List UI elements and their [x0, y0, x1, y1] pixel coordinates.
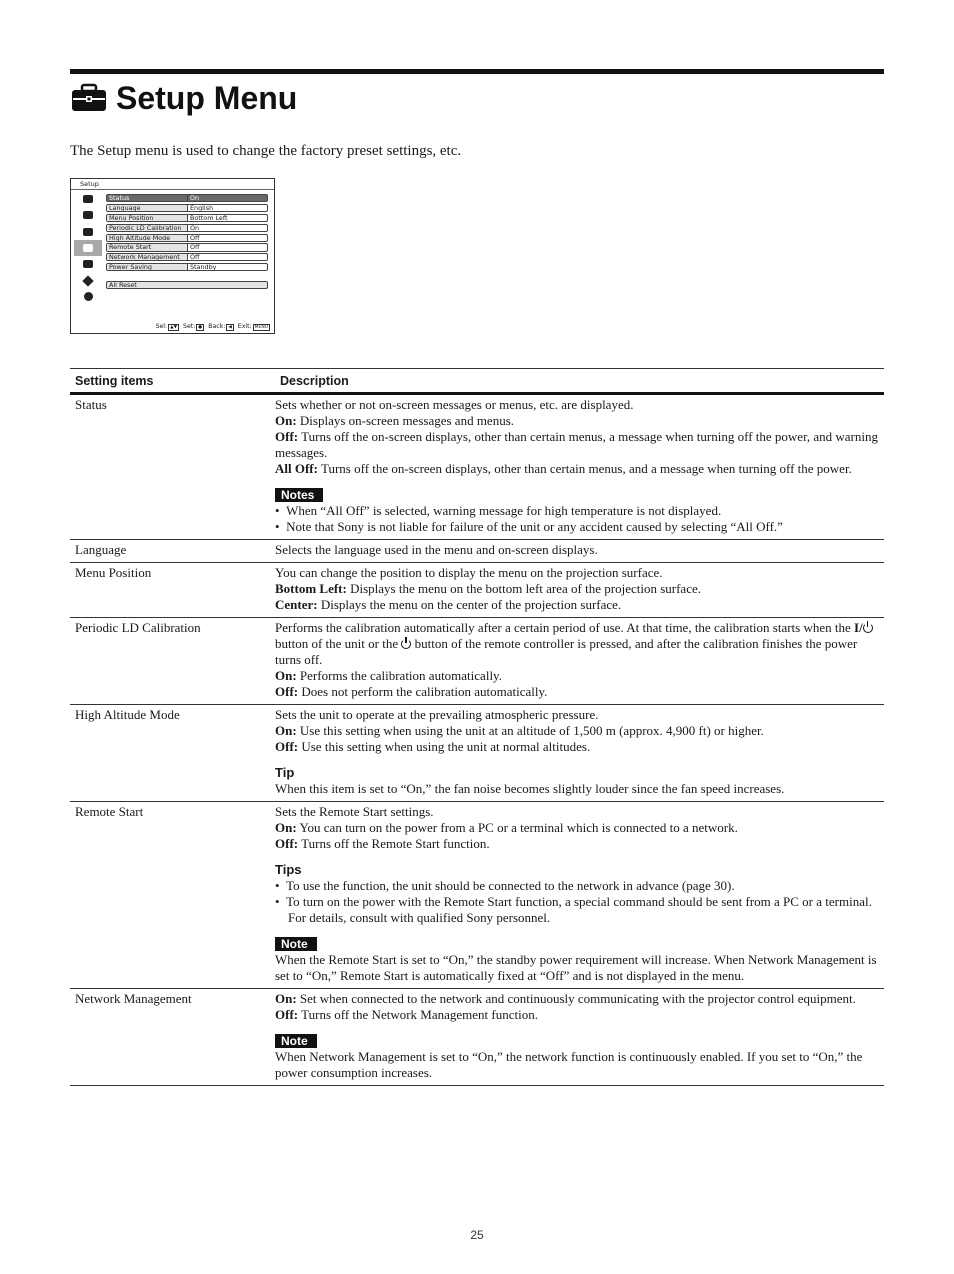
table-row-remote-start: Remote Start Sets the Remote Start settings. On: You can turn on the power from a PC or a terminal which is connected to a network. Off: Turns off the Remote Start function. Tips • To use the function, the unit should be connected to the network in advance (page 30). • To turn on the power with the Remote Start function, a special command should be sent from a PC or a terminal. For details, consult with qualified Sony personnel. Note When the Remote Start is set to “On,” the standby power requirement will increase. When Network Management is set to “On,” Remote Start is automatically fixed at “Off” and is not displayed in the menu.: [70, 802, 884, 989]
toolbox-icon: [70, 83, 108, 113]
settings-table: [70, 368, 884, 1086]
page-title: [70, 78, 297, 118]
picture-menu-icon: [74, 191, 102, 207]
osd-row-periodic-ld: Periodic LD Calibration On: [106, 224, 268, 232]
function-menu-icon: [74, 224, 102, 240]
screen-menu-icon: [74, 207, 102, 223]
osd-row-high-altitude: High Altitude Mode Off: [106, 234, 268, 242]
page-number: 25: [470, 1228, 484, 1242]
power-icon: [401, 639, 411, 649]
setup-menu-icon: [74, 240, 102, 256]
osd-row-remote-start: Remote Start Off: [106, 243, 268, 251]
osd-sidebar: [74, 191, 102, 321]
table-header: Setting items Description: [70, 368, 884, 395]
osd-all-reset: All Reset: [106, 281, 268, 289]
notes-label: Notes: [275, 488, 323, 502]
installation-menu-icon: [74, 256, 102, 272]
tips-label: Tips: [275, 862, 302, 877]
table-row-language: Language Selects the language used in the menu and on-screen displays.: [70, 540, 884, 563]
note-label: Note: [275, 1034, 317, 1048]
osd-row-language: Language English: [106, 204, 268, 212]
osd-row-power-saving: Power Saving Standby: [106, 263, 268, 271]
top-rule: [70, 69, 884, 74]
osd-row-status: Status On: [106, 194, 268, 202]
osd-row-menu-position: Menu Position Bottom Left: [106, 214, 268, 222]
osd-row-network-management: Network Management Off: [106, 253, 268, 261]
wrench-icon: [74, 272, 102, 288]
table-row-status: Status Sets whether or not on-screen messages or menus, etc. are displayed. On: Displays on-screen messages and menus. Off: Turns off the on-screen displays, other than certain menus, a message when turning off the power, and warning messages. All Off: Turns off the on-screen displays, other than certain menus, and a message when turning off the power. Notes • When “All Off” is selected, warning message for high temperature is not displayed. • Note that Sony is not liable for failure of the unit or any accident caused by selecting “All Off.”: [70, 395, 884, 540]
note-label: Note: [275, 937, 317, 951]
osd-header: Setup: [71, 179, 274, 190]
page-title-text: Setup Menu: [116, 79, 298, 116]
intro-text: The Setup menu is used to change the factory preset settings, etc.: [70, 143, 462, 159]
osd-footer: Sel: ▲▼ Set: ● Back: ◀ Exit: MENU: [155, 323, 268, 330]
info-icon: [74, 289, 102, 305]
table-row-high-altitude: High Altitude Mode Sets the unit to operate at the prevailing atmospheric pressure. On: Use this setting when using the unit at an altitude of 1,500 m (approx. 4,900 ft) or higher. Off: Use this setting when using the unit at normal altitudes. Tip When this item is set to “On,” the fan noise becomes slightly louder since the fan speed increases.: [70, 705, 884, 802]
tip-label: Tip: [275, 765, 295, 780]
power-icon: [863, 623, 873, 633]
table-row-periodic-ld: Periodic LD Calibration Performs the calibration automatically after a certain period of use. At that time, the calibration starts when the I/ button of the unit or the button of the remote controller is pressed, and after the calibration finishes the power turns off. On: Performs the calibration automatically. Off: Does not perform the calibration automatically.: [70, 618, 884, 705]
table-row-menu-position: Menu Position You can change the position to display the menu on the projection surface. Bottom Left: Displays the menu on the bottom left area of the projection surface. Center: Displays the menu on the center of the projection surface.: [70, 563, 884, 618]
setup-menu-screenshot: [70, 178, 275, 334]
table-row-network-management: Network Management On: Set when connected to the network and continuously communicating with the projector control equipment. Off: Turns off the Network Management function. Note When Network Management is set to “On,” the network function is continuously enabled. If you set to “On,” the power consumption increases.: [70, 989, 884, 1086]
